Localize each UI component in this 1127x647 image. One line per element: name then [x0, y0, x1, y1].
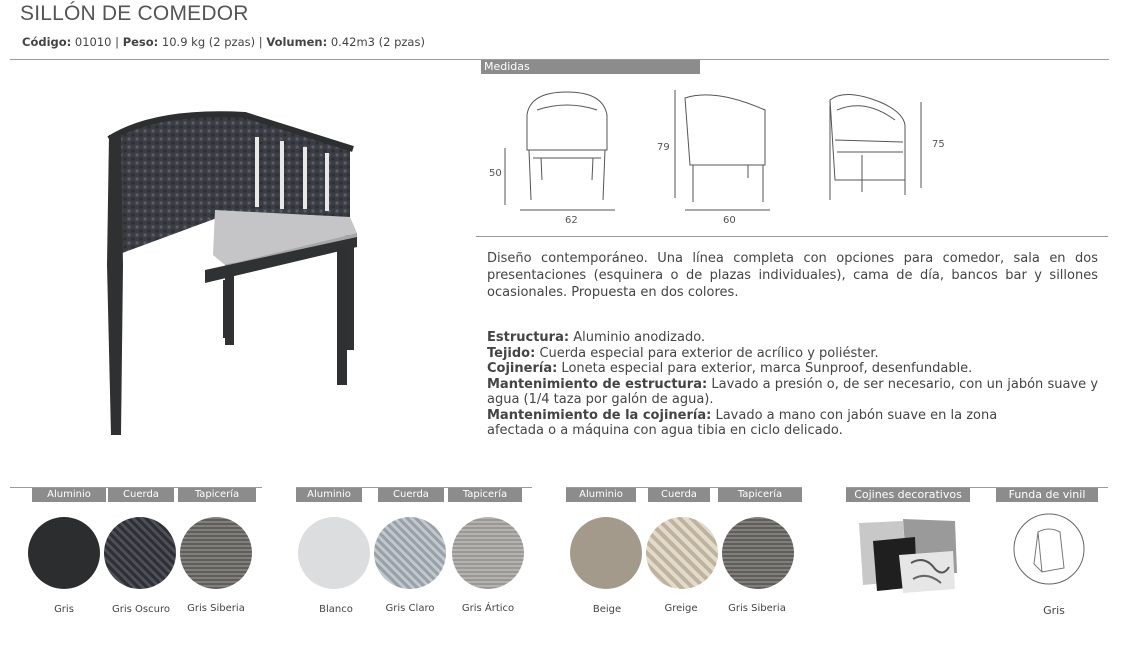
product-description: Diseño contemporáneo. Una línea completa con opciones para comedor, sala en dos presentaciones (esquinera o de plazas individuales), cama de día, bancos bar y sillones ocasionales. Propuesta en dos colores.	[487, 251, 1098, 300]
swatch-label: Gris	[1043, 604, 1065, 617]
tag-tapiceria: Tapicería	[448, 488, 522, 502]
swatch-gris-oscuro	[104, 517, 176, 589]
tag-aluminio: Aluminio	[566, 488, 636, 502]
volumen-label: Volumen:	[266, 35, 328, 49]
front-height-value: 50	[489, 168, 502, 179]
swatch-label: Beige	[592, 604, 622, 615]
product-title: SILLÓN DE COMEDOR	[20, 2, 249, 25]
volumen-value: 0.42m3 (2 pzas)	[330, 35, 425, 49]
swatch-label: Gris Siberia	[187, 603, 245, 614]
codigo-value: 01010	[74, 35, 112, 49]
chair-product-image	[95, 105, 375, 440]
feature-item: Tejido: Cuerda especial para exterior de acrílico y poliéster.	[487, 345, 879, 361]
feature-item: Mantenimiento de la cojinería: Lavado a mano con jabón suave en la zona afectada o a máquina con agua tibia en ciclo delicado.	[487, 407, 998, 438]
swatch-beige	[570, 517, 642, 589]
front-width-value: 62	[565, 215, 578, 226]
perspective-height-value: 75	[932, 139, 945, 150]
tag-aluminio: Aluminio	[32, 488, 106, 502]
tag-tapiceria: Tapicería	[178, 488, 256, 502]
swatch-label: Gris	[54, 604, 74, 615]
swatch-greige	[646, 517, 718, 589]
swatch-label: Gris Claro	[385, 603, 435, 614]
swatch-label: Gris Oscuro	[112, 604, 170, 615]
side-width-value: 60	[723, 215, 736, 226]
swatch-gris-siberia	[722, 517, 794, 589]
swatch-blanco	[298, 517, 370, 589]
tag-cojines: Cojines decorativos	[846, 488, 970, 502]
swatch-label: Gris Ártico	[461, 603, 515, 614]
tag-cuerda: Cuerda	[648, 488, 710, 502]
swatch-label: Blanco	[319, 604, 353, 615]
swatch-gris-artico	[452, 517, 524, 589]
medidas-tab: Medidas	[481, 60, 700, 74]
tag-cuerda: Cuerda	[108, 488, 174, 502]
codigo-label: Código:	[22, 35, 72, 49]
tag-tapiceria: Tapicería	[718, 488, 802, 502]
swatch-label: Gris Siberia	[728, 603, 786, 614]
tag-aluminio: Aluminio	[296, 488, 362, 502]
features-list	[487, 330, 1098, 439]
feature-item: Cojinería: Loneta especial para exterior, marca Sunproof, desenfundable.	[487, 361, 973, 376]
tag-funda: Funda de vinil	[996, 488, 1098, 502]
description-divider	[476, 236, 1108, 237]
separator: |	[258, 35, 263, 49]
swatch-label: Greige	[664, 603, 698, 614]
feature-item: Estructura: Aluminio anodizado.	[487, 330, 706, 345]
tag-cuerda: Cuerda	[378, 488, 444, 502]
dimension-drawings	[485, 80, 955, 230]
product-specs	[22, 35, 425, 49]
feature-item: Mantenimiento de estructura: Lavado a presión o, de ser necesario, con un jabón suave y agua (1/4 taza por galón de agua).	[487, 376, 1099, 407]
side-height-value: 79	[657, 142, 670, 153]
separator: |	[115, 35, 120, 49]
vinyl-cover-icon	[1012, 512, 1086, 586]
peso-label: Peso:	[122, 35, 159, 49]
swatch-gris	[28, 517, 100, 589]
swatch-gris-claro	[374, 517, 446, 589]
cushions-image	[855, 515, 965, 595]
swatch-gris-siberia	[180, 517, 252, 589]
peso-value: 10.9 kg (2 pzas)	[161, 35, 256, 49]
